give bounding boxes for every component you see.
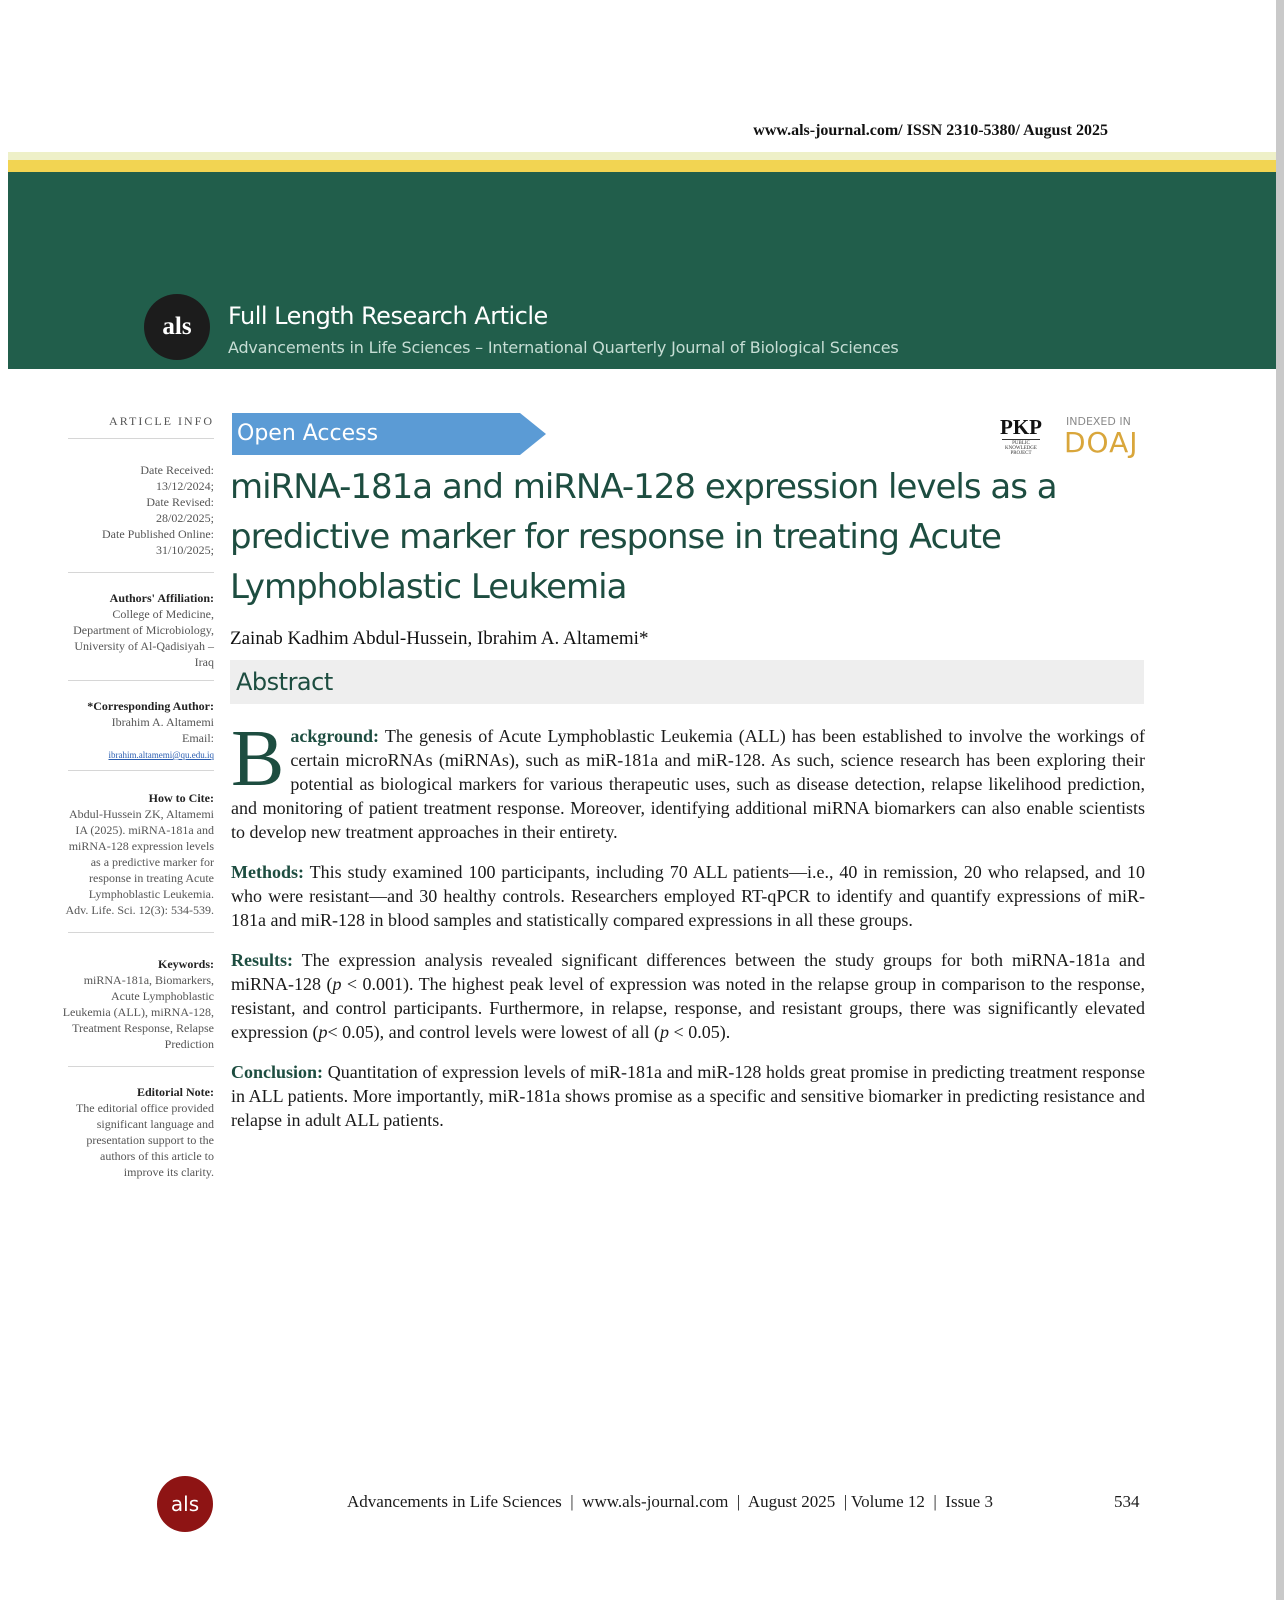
methods-text: This study examined 100 participants, including 70 ALL patients—i.e., 40 in remission, 20 who relapsed, and 10 who were resistant—and 30 healthy controls. Researchers employed RT-qPCR to identify and quantify expressions of miR-181a and miR-128 in blood samples and statistically compared expressions in all these groups.: [231, 862, 1145, 930]
article-type: Full Length Research Article: [228, 302, 548, 330]
editorial-line: authors of this article to: [100, 1149, 214, 1163]
title-line: miRNA-181a and miRNA-128 expression levels as a: [230, 467, 1057, 507]
title-line: predictive marker for response in treating Acute: [230, 517, 1001, 557]
open-access-label: Open Access: [237, 421, 379, 446]
keywords-line: Leukemia (ALL), miRNA-128,: [62, 1005, 214, 1019]
article-title: [230, 462, 1090, 612]
background-text: The genesis of Acute Lymphoblastic Leukemia (ALL) has been established to involve the workings of certain microRNAs (miRNAs), such as miR-181a and miR-128. As such, science research has been exploring their potential as biological markers for various therapeutic uses, such as disease detection, relapse likelihood prediction, and monitoring of patient treatment response. Moreover, identifying additional miRNA biomarkers can also enable scientists to develop new treatment approaches in their entirety.: [231, 726, 1145, 842]
date-revised-label: Date Revised:: [146, 495, 214, 509]
date-published-label: Date Published Online:: [102, 527, 214, 541]
author-list: Zainab Kadhim Abdul-Hussein, Ibrahim A. Altamemi*: [230, 628, 649, 649]
editorial-note: [40, 1084, 214, 1180]
page-number: 534: [1114, 1492, 1140, 1511]
sidebar-divider: [68, 438, 214, 439]
pkp-text: PKP: [1000, 415, 1042, 439]
pkp-small-text: PUBLIC: [1012, 441, 1030, 446]
keywords-heading: Keywords:: [158, 957, 214, 971]
results-text: The expression analysis revealed significant differences between the study groups for both miRNA-181a and miRNA-128 (: [231, 950, 1145, 994]
editorial-line: The editorial office provided: [75, 1101, 214, 1115]
page-edge-shadow: [1276, 0, 1284, 1600]
conclusion-label: Conclusion:: [231, 1062, 324, 1082]
keywords-line: Acute Lymphoblastic: [111, 989, 214, 1003]
journal-logo: als: [144, 294, 210, 360]
date-revised-value: 28/02/2025;: [155, 511, 214, 525]
abstract-heading: Abstract: [236, 668, 333, 696]
cite-line: Abdul-Hussein ZK, Altamemi: [69, 807, 214, 821]
editorial-line: improve its clarity.: [123, 1165, 214, 1179]
editorial-line: presentation support to the: [86, 1133, 214, 1147]
cite-line: Lymphoblastic Leukemia.: [88, 887, 214, 901]
keywords-line: Treatment Response, Relapse: [72, 1021, 214, 1035]
editorial-heading: Editorial Note:: [137, 1085, 214, 1099]
date-received-label: Date Received:: [140, 463, 214, 477]
header-stripe-yellow: [8, 160, 1276, 172]
email-link[interactable]: ibrahim.altamemi@qu.edu.iq: [108, 750, 214, 760]
background-label: ackground:: [290, 726, 380, 746]
affiliation-line: Iraq: [194, 655, 214, 669]
footer-citation-line: Advancements in Life Sciences | www.als-journal.com | August 2025 | Volume 12 | Issue 3: [347, 1492, 993, 1511]
footer-logo: als: [157, 1476, 213, 1532]
abstract-results: [231, 948, 1145, 1044]
cite-line: IA (2025). miRNA-181a and: [75, 823, 214, 837]
header-stripe-light: [8, 152, 1276, 160]
results-label: Results:: [231, 950, 293, 970]
pkp-logo: [1000, 416, 1042, 456]
corresponding-author: [40, 698, 214, 763]
doaj-indexed-label: INDEXED IN: [1066, 415, 1131, 428]
methods-label: Methods:: [231, 862, 304, 882]
date-received-value: 13/12/2024;: [155, 479, 214, 493]
article-dates: [40, 462, 214, 558]
p-value-symbol: p: [318, 1022, 328, 1042]
drop-cap: B: [231, 715, 285, 803]
abstract-conclusion: [231, 1060, 1145, 1132]
cite-line: as a predictive marker for: [90, 855, 214, 869]
sidebar-divider: [68, 1066, 214, 1067]
results-text: < 0.05), and control levels were lowest of all (: [327, 1022, 661, 1042]
sidebar-divider: [68, 770, 214, 771]
how-to-cite: [40, 790, 214, 918]
journal-full-name: Advancements in Life Sciences – International Quarterly Journal of Biological Sciences: [228, 338, 899, 357]
results-text: < 0.001). The highest peak level of expression was noted in the relapse group in comparison to the response, resistant, and control participants. Furthermore, in relapse, response, and resistant groups, there was significantly elevated expression (: [231, 974, 1145, 1042]
pkp-small-text: KNOWLEDGE: [1005, 446, 1037, 451]
conclusion-text: Quantitation of expression levels of miR-181a and miR-128 holds great promise in predicting treatment response in ALL patients. More importantly, miR-181a shows promise as a specific and sensitive biomarker in predicting resistance and relapse in adult ALL patients.: [231, 1062, 1145, 1130]
affiliation-line: Department of Microbiology,: [73, 623, 214, 637]
cite-heading: How to Cite:: [148, 791, 214, 805]
sidebar-divider: [68, 680, 214, 681]
affiliation-heading: Authors' Affiliation:: [109, 591, 214, 605]
keywords-line: Prediction: [164, 1037, 214, 1051]
results-text: < 0.05).: [669, 1022, 731, 1042]
corresponding-heading: *Corresponding Author:: [87, 699, 214, 713]
pkp-divider: [1002, 439, 1040, 440]
corresponding-name: Ibrahim A. Altamemi: [111, 715, 214, 729]
title-line: Lymphoblastic Leukemia: [230, 567, 627, 607]
p-value-symbol: p: [332, 974, 342, 994]
sidebar-divider: [68, 572, 214, 573]
cite-line: miRNA-128 expression levels: [68, 839, 214, 853]
p-value-symbol: p: [660, 1022, 670, 1042]
keywords: [40, 956, 214, 1052]
authors-affiliation: [40, 590, 214, 670]
editorial-line: significant language and: [96, 1117, 214, 1131]
sidebar-divider: [68, 932, 214, 933]
pkp-small-text: PROJECT: [1010, 451, 1032, 456]
doaj-logo: DOAJ: [1064, 426, 1139, 459]
cite-line: Adv. Life. Sci. 12(3): 534-539.: [65, 903, 214, 917]
header-url-line: www.als-journal.com/ ISSN 2310-5380/ August 2025: [753, 122, 1108, 139]
affiliation-line: University of Al-Qadisiyah –: [74, 639, 214, 653]
cite-line: response in treating Acute: [89, 871, 214, 885]
abstract-methods: [231, 860, 1145, 932]
affiliation-line: College of Medicine,: [112, 607, 214, 621]
abstract-background: [231, 715, 1145, 844]
article-info-title: ARTICLE INFO: [109, 414, 214, 428]
keywords-line: miRNA-181a, Biomarkers,: [83, 973, 214, 987]
abstract-body: [231, 715, 1145, 1148]
abstract-heading-bar: [230, 660, 1144, 704]
email-label: Email:: [182, 731, 214, 745]
date-published-value: 31/10/2025;: [155, 543, 214, 557]
